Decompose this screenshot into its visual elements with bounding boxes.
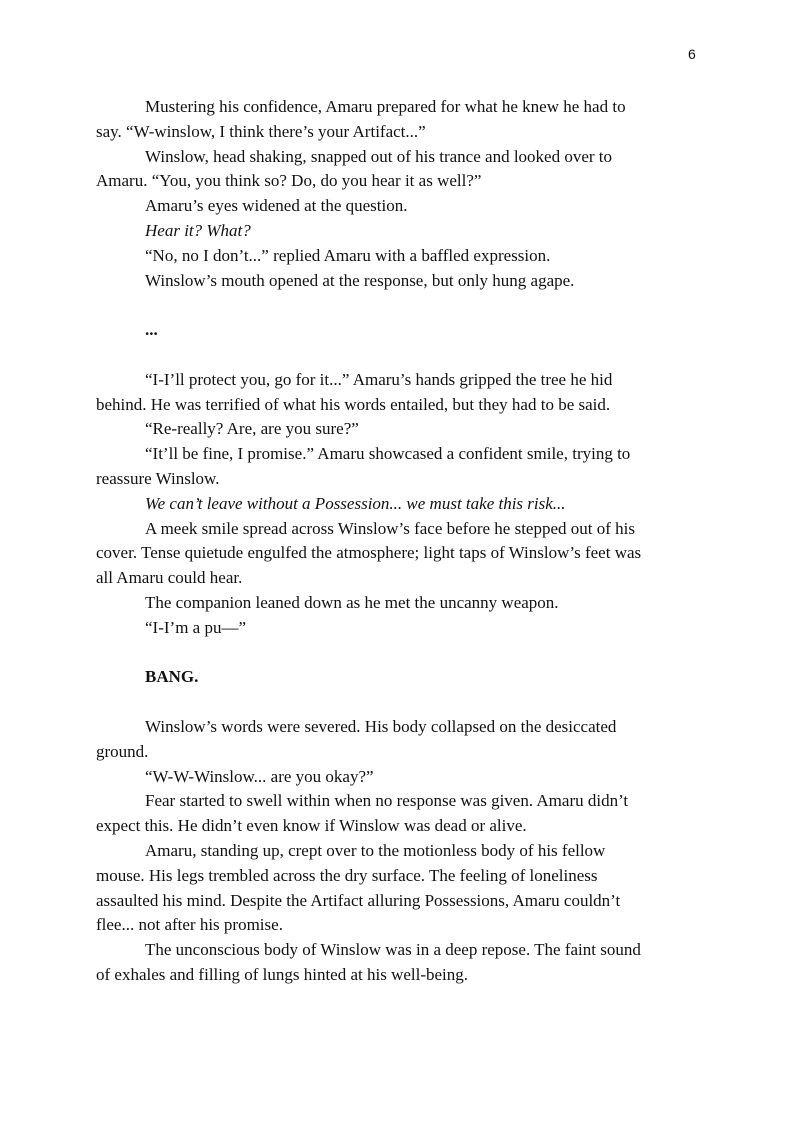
paragraph-line: mouse. His legs trembled across the dry surface. The feeling of loneliness [96, 865, 598, 885]
paragraph-line: say. “W-winslow, I think there’s your Artifact...” [96, 121, 426, 141]
section-break: ... [145, 320, 158, 340]
blank-line [96, 690, 708, 715]
paragraph-line: Winslow’s words were severed. His body collapsed on the desiccated [145, 716, 617, 736]
paragraph-line: Winslow, head shaking, snapped out of his trance and looked over to [145, 146, 613, 166]
paragraph-line: Winslow’s mouth opened at the response, but only hung agape. [145, 270, 575, 290]
paragraph-line: Amaru, standing up, crept over to the motionless body of his fellow [145, 840, 606, 860]
paragraph-line: “No, no I don’t...” replied Amaru with a baffled expression. [145, 245, 551, 265]
paragraph-line: behind. He was terrified of what his words entailed, but they had to be said. [96, 394, 611, 414]
paragraph-line: Mustering his confidence, Amaru prepared for what he knew he had to [145, 97, 626, 116]
paragraph-line: Amaru’s eyes widened at the question. [145, 196, 408, 216]
paragraph-line: ground. [96, 741, 149, 761]
paragraph-line: flee... not after his promise. [96, 915, 283, 935]
paragraph-line: reassure Winslow. [96, 468, 220, 488]
story-text [96, 95, 708, 988]
paragraph-line: Amaru. “You, you think so? Do, do you hear it as well?” [96, 171, 482, 191]
blank-line [96, 641, 708, 666]
paragraph-line: The companion leaned down as he met the uncanny weapon. [145, 592, 559, 612]
emphasis-line: BANG. [145, 667, 199, 687]
paragraph-line: “It’ll be fine, I promise.” Amaru showcased a confident smile, trying to [145, 444, 631, 464]
paragraph-line: cover. Tense quietude engulfed the atmosphere; light taps of Winslow’s feet was [96, 543, 642, 563]
paragraph-line: A meek smile spread across Winslow’s face before he stepped out of his [145, 518, 635, 538]
paragraph-line: assaulted his mind. Despite the Artifact alluring Possessions, Amaru couldn’t [96, 890, 621, 910]
page-number: 6 [688, 46, 696, 62]
inner-thought-line: We can’t leave without a Possession... we must take this risk... [145, 493, 566, 513]
paragraph-line: The unconscious body of Winslow was in a deep repose. The faint sound [145, 940, 641, 960]
paragraph-line: “Re-really? Are, are you sure?” [145, 419, 359, 439]
blank-line [96, 293, 708, 318]
paragraph-line: “I-I’ll protect you, go for it...” Amaru’s hands gripped the tree he hid [145, 369, 613, 389]
paragraph-line: Fear started to swell within when no response was given. Amaru didn’t [145, 791, 629, 811]
inner-thought-line: Hear it? What? [145, 220, 251, 240]
paragraph-line: “W-W-Winslow... are you okay?” [145, 766, 374, 786]
paragraph-line: all Amaru could hear. [96, 568, 243, 588]
paragraph-line: expect this. He didn’t even know if Winslow was dead or alive. [96, 816, 527, 836]
paragraph-line: “I-I’m a pu—” [145, 617, 247, 637]
blank-line [96, 343, 708, 368]
paragraph-line: of exhales and filling of lungs hinted at his well-being. [96, 964, 469, 984]
